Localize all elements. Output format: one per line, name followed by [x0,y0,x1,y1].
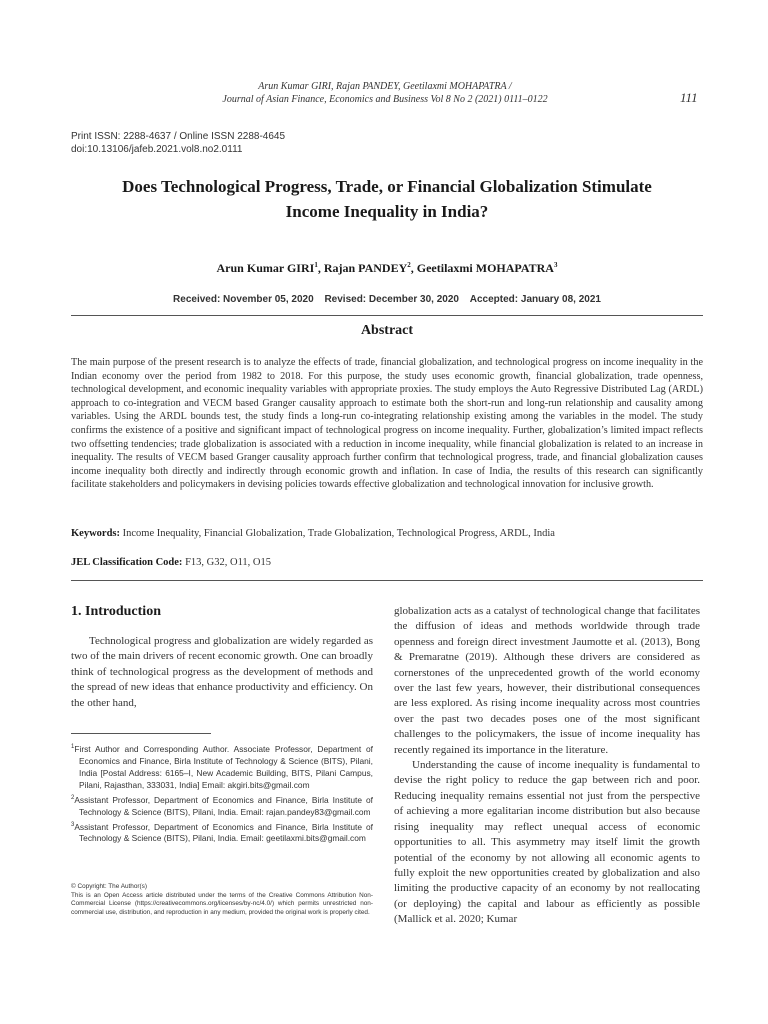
keywords [71,528,703,539]
footnote-item [71,741,373,791]
left-column [71,604,373,711]
copyright-line: © Copyright: The Author(s) [71,883,147,890]
running-head [150,80,620,106]
paper-title-line-2: Income Inequality in India? [285,202,489,221]
footnote-text: Assistant Professor, Department of Economics and Finance, Birla Institute of Technology & Science (BITS), Pilani, India. Email: rajan.pandey83@gmail.com [74,794,373,817]
abstract-text: The main purpose of the present research is to analyze the effects of trade, financial globalization, and technological progress on income inequality in the Indian economy over the period from 1982 to 2018. For this purpose, the study uses economic growth, financial globalization, trade openness, technological development, and economic inequality variables with appropriate proxies. The study employs the Auto Regressive Distributed Lag (ARDL) approach to co-integration and VECM based Granger causality approach to estimate both the short-run and long-run relationship and causality among variables. Using the ARDL bounds test, the study finds a long-run co-integrating relationship existing among the variables in the model. The study confirms the existence of a positive and significant impact of technological progress on income inequality. Further, globalization’s limited impact reflects two offsetting tendencies; trade globalization is associated with a reduction in income inequality, while financial globalization is related to an increase in inequality. The results of VECM based Granger causality approach further confirm that technological progress, trade, and financial globalization causes income inequality both directly and indirectly through economic growth and inflation. In case of India, the results of this research can significantly facilitate stakeholders and policymakers in devising policies towards effective globalization and technological innovation for inclusive growth. [71,357,703,491]
accepted-date: Accepted: January 08, 2021 [469,294,601,305]
jel-value: F13, G32, O11, O15 [182,557,272,568]
jel-label: JEL Classification Code: [71,557,183,568]
author-name: Arun Kumar GIRI [216,261,315,275]
submission-dates [71,294,703,305]
footnote-text: First Author and Corresponding Author. Associate Professor, Department of Economics and Finance, Birla Institute of Technology & Science (BITS), Pilani, India [Postal Address: 6165–I, New Academic Building, BITS, Pilani Campus, Pilani, Rajasthan, 333031, India] Email: akgiri.bits@gmail.com [74,743,373,790]
keywords-value: Income Inequality, Financial Globalization, Trade Globalization, Technological Progress, ARDL, India [120,528,555,539]
footnotes [71,741,373,845]
issn-line: Print ISSN: 2288-4637 / Online ISSN 2288-4645 [71,131,286,142]
author-separator: , [410,261,417,275]
issn-block [71,130,285,156]
header-divider [71,315,703,316]
author-affiliation-mark: 1 [314,261,318,269]
author-name: Rajan PANDEY [323,261,408,275]
footnote-divider [71,733,211,734]
jel-codes [71,557,703,568]
author-name: Geetilaxmi MOHAPATRA [416,261,554,275]
copyright-notice [71,883,373,917]
right-column [394,604,700,928]
running-head-authors: Arun Kumar GIRI, Rajan PANDEY, Geetilaxmi MOHAPATRA / [258,81,512,92]
author-affiliation-mark: 3 [553,261,558,269]
author-separator: , [317,261,324,275]
introduction-paragraph: globalization acts as a catalyst of technological change that facilitates the diffusion of ideas and methods worldwide through trade openness and foreign direct investment Jaumotte et al. (2013), Bong & Premaratne (2019). Although these drivers are considered as cornerstones of the unprecedented growth of the world economy over the last few years, however, their distributional consequences are less explored. As rising income inequality across most countries over the past two decades poses one of the most significant challenges to the policymakers, the issue of income inequality has recently regained its importance in the literature. [394,605,700,756]
introduction-paragraph: Understanding the cause of income inequality is fundamental to devise the right policy to reduce the gap between rich and poor. Reducing inequality remains essential not just from the perspective of achieving a more egalitarian income distribution but also because rising inequality may reflect unequal access of economic opportunities to all. This asymmetry may itself limit the growth potential of the economy by not allowing all economic agents to fully exploit the new opportunities created by globalization and also limiting the productive capacity of an economy by not reallocating (or deploying) the capital and labour as efficiently as possible (Mallick et al. 2020; Kumar [394,759,700,926]
abstract-divider [71,580,703,581]
page-number: 111 [680,90,698,105]
footnote-mark: 2 [71,794,75,801]
doi-line[interactable]: doi:10.13106/jafeb.2021.vol8.no2.0111 [71,144,243,155]
keywords-label: Keywords: [71,528,120,539]
author-affiliation-mark: 2 [407,261,411,269]
footnote-mark: 3 [71,821,75,828]
footnote-item [71,819,373,845]
license-text: This is an Open Access article distributed under the terms of the Creative Commons Attribution Non-Commercial License (https://creativecommons.org/licenses/by-nc/4.0/) which permits unrestricted non-commercial use, distribution, and reproduction in any medium, provided the original work is properly cited. [71,891,373,916]
footnote-text: Assistant Professor, Department of Economics and Finance, Birla Institute of Technology & Science (BITS), Pilani, India. Email: geetilaxmi.bits@gmail.com [74,821,373,844]
footnote-item [71,792,373,818]
author-list [71,261,703,276]
running-head-journal: Journal of Asian Finance, Economics and Business Vol 8 No 2 (2021) 0111–0122 [222,94,548,105]
footnote-mark: 1 [71,744,75,750]
paper-title-line-1: Does Technological Progress, Trade, or Financial Globalization Stimulate [122,177,652,196]
abstract-heading: Abstract [360,323,414,338]
received-date: Received: November 05, 2020 [173,294,314,305]
introduction-paragraph: Technological progress and globalization are widely regarded as two of the main drivers of recent economic growth. One can broadly think of technological progress as the development of methods and the spread of new ideas that enhance productivity and efficiency. On the other hand, [71,635,373,709]
revised-date: Revised: December 30, 2020 [324,294,459,305]
paper-title [71,174,703,224]
section-heading-introduction: 1. Introduction [71,604,161,619]
